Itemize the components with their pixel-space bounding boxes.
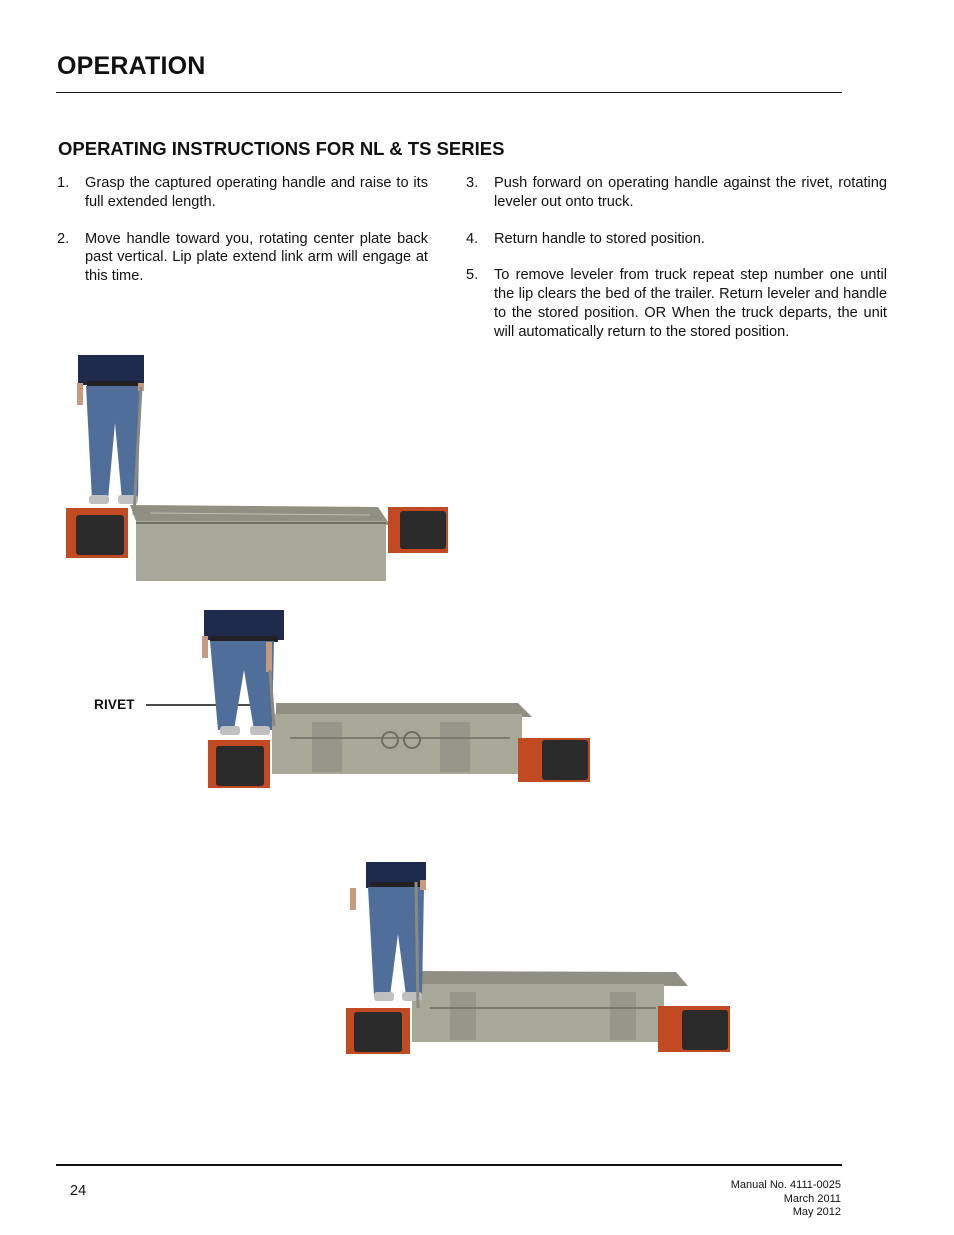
- step-number: 5.: [466, 267, 479, 284]
- step-number: 1.: [57, 175, 70, 191]
- step-text: To remove leveler from truck repeat step number one until the lip clears the bed of the trailer. Return leveler and handle to the stored position. OR When the truck departs, the unit will automatically return to the stored position.: [494, 267, 887, 340]
- step-text: Move handle toward you, rotating center plate back past vertical. Lip plate extend link arm will engage at this time.: [85, 230, 428, 285]
- header-rule: [56, 92, 842, 93]
- step-item: [466, 266, 887, 341]
- leveler-photo-extended: [340, 858, 735, 1060]
- step-item: [57, 230, 428, 286]
- leveler-photo-rivet: [140, 610, 595, 792]
- manual-number: Manual No. 4111-0025: [730, 1179, 841, 1191]
- page-title: OPERATION: [57, 52, 206, 80]
- step-item: [466, 230, 887, 249]
- step-number: 3.: [466, 175, 479, 191]
- step-number: 4.: [466, 230, 479, 247]
- step-item: [466, 174, 887, 212]
- revision-date: March 2011: [783, 1192, 841, 1205]
- step-text: Return handle to stored position.: [494, 230, 705, 247]
- step-item: [57, 174, 428, 212]
- step-text: Push forward on operating handle against the rivet, rotating leveler out onto truck.: [494, 175, 887, 210]
- revision-date: May 2012: [792, 1206, 841, 1218]
- rivet-label: RIVET: [94, 697, 135, 712]
- steps-list-right: [466, 174, 887, 342]
- step-text: Grasp the captured operating handle and raise to its full extended length.: [85, 175, 428, 210]
- footer-rule: [56, 1164, 842, 1166]
- leveler-photo-raised-handle: [60, 355, 455, 587]
- steps-list-left: [57, 174, 428, 286]
- step-number: 2.: [57, 230, 70, 247]
- page-number: 24: [70, 1183, 87, 1199]
- manual-info: [731, 1179, 841, 1220]
- section-title: OPERATING INSTRUCTIONS FOR NL & TS SERIES: [58, 138, 505, 159]
